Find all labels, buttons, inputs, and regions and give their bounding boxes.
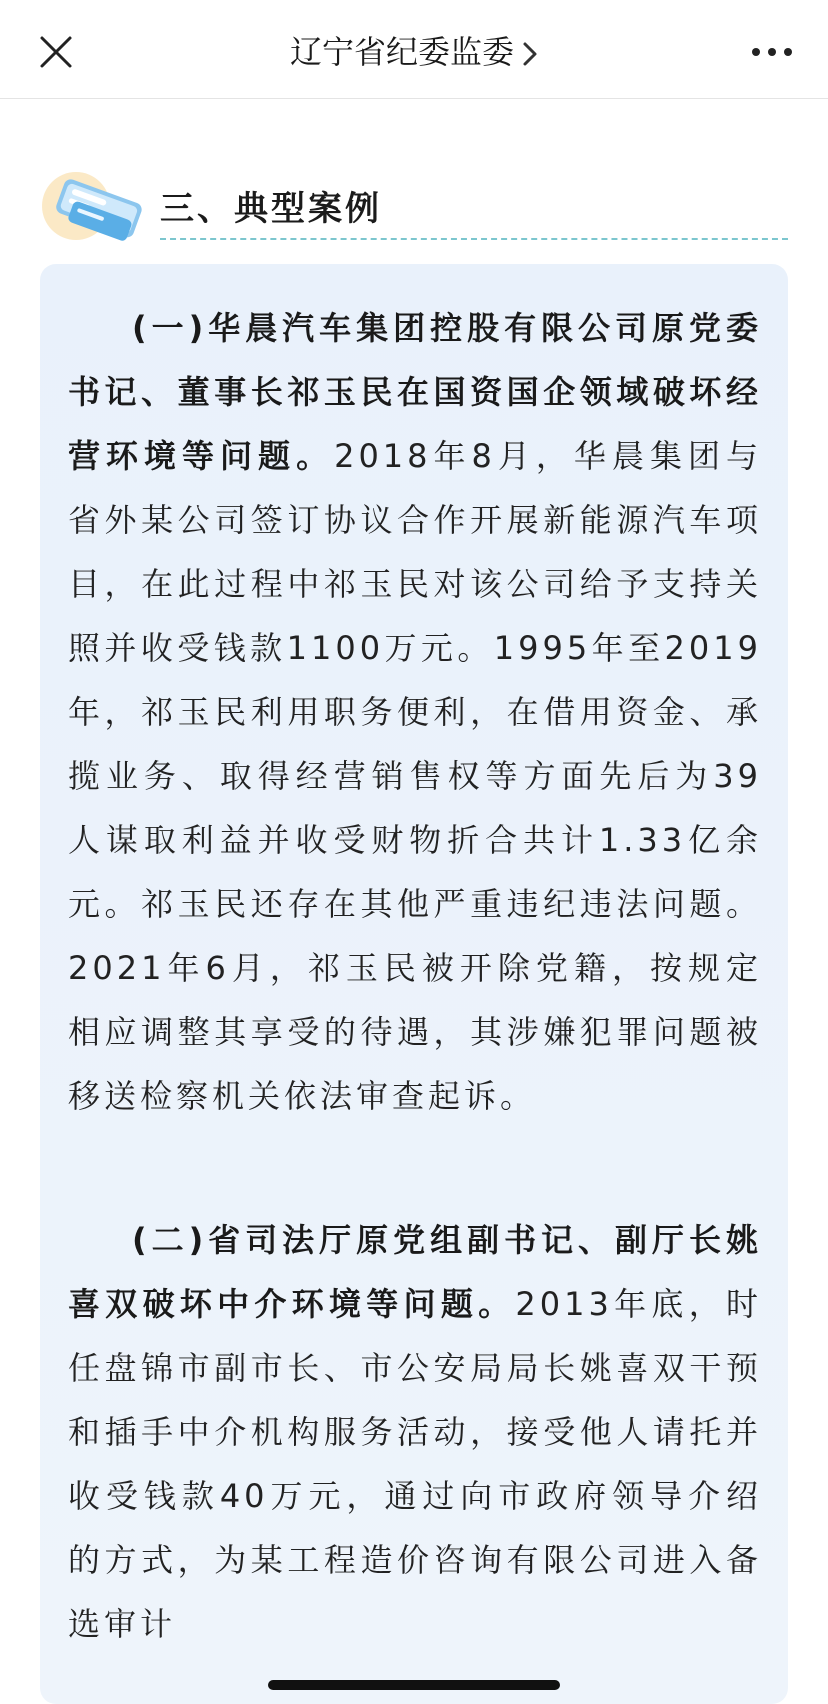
case-heading-2: (二)省司法厅原党组副书记、副厅长姚喜双破坏中介环境等问题。 bbox=[68, 1221, 762, 1323]
account-title-link[interactable] bbox=[0, 30, 828, 74]
case-body-1: 2018年8月，华晨集团与省外某公司签订协议合作开展新能源汽车项目，在此过程中祁玉民对该公司给予支持关照并收受钱款1100万元。1995年至2019年，祁玉民利用职务便利，在借用资金、承揽业务、取得经营销售权等方面先后为39人谋取利益并收受财物折合共计1.33亿余元。祁玉民还存在其他严重违纪违法问题。2021年6月，祁玉民被开除党籍，按规定相应调整其享受的待遇，其涉嫌犯罪问题被移送检察机关依法审查起诉。 bbox=[68, 437, 762, 1115]
case-paragraph-1 bbox=[68, 296, 762, 1128]
section-header bbox=[40, 168, 788, 250]
article-card bbox=[40, 264, 788, 1704]
chevron-right-icon bbox=[522, 41, 538, 67]
account-title: 辽宁省纪委监委 bbox=[289, 33, 514, 71]
home-indicator bbox=[268, 1680, 560, 1690]
case-paragraph-2 bbox=[68, 1208, 762, 1656]
section-title: 三、典型案例 bbox=[160, 189, 382, 229]
section-divider bbox=[160, 238, 788, 240]
more-horizontal-icon[interactable] bbox=[750, 36, 794, 68]
top-nav-bar bbox=[0, 0, 828, 99]
case-heading-1: (一)华晨汽车集团控股有限公司原党委书记、董事长祁玉民在国资国企领域破坏经营环境等问题。 bbox=[68, 309, 762, 475]
case-body-2: 2013年底，时任盘锦市副市长、市公安局局长姚喜双干预和插手中介机构服务活动，接受他人请托并收受钱款40万元，通过向市政府领导介绍的方式，为某工程造价咨询有限公司进入备选审计 bbox=[68, 1285, 762, 1643]
phone-card-illustration-icon bbox=[40, 168, 150, 248]
